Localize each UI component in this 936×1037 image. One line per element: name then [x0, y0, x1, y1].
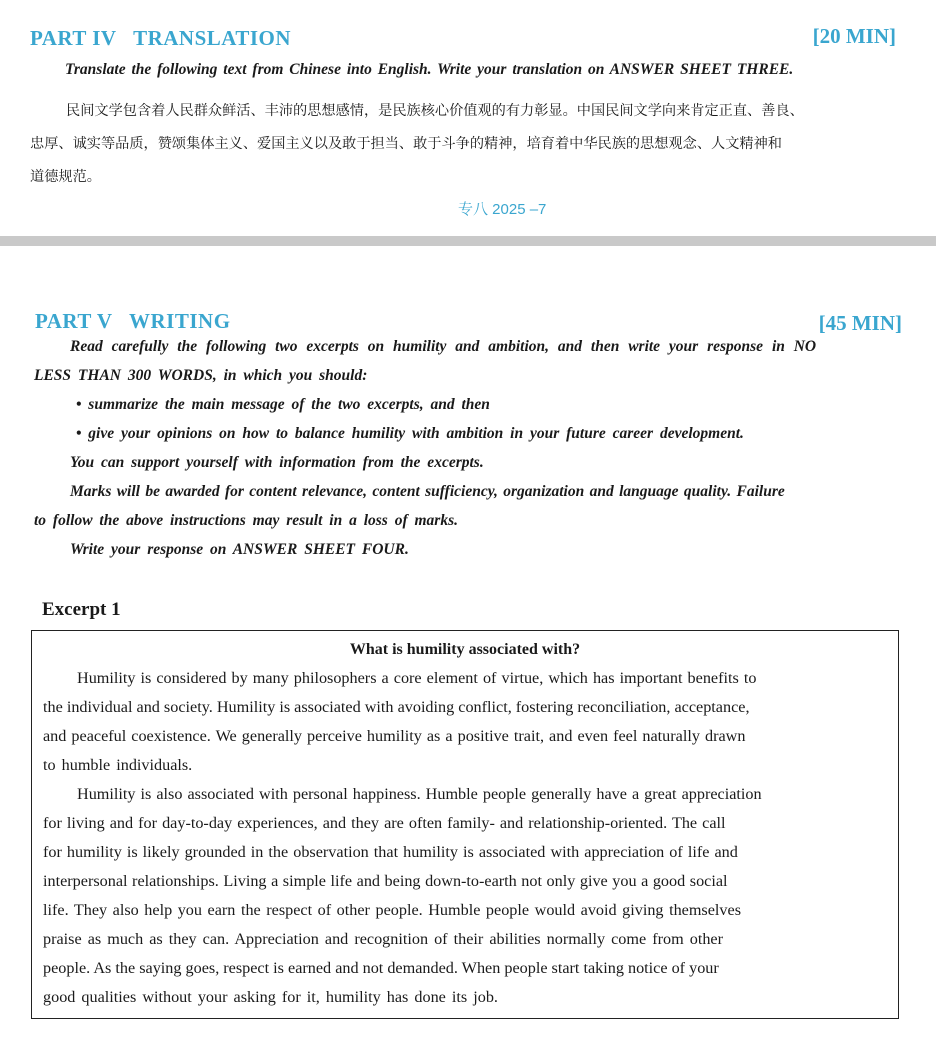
part-iv-time: [20 MIN]: [812, 24, 896, 48]
excerpt-1-box: [31, 630, 899, 1019]
excerpt-1-label: Excerpt 1: [42, 599, 121, 620]
excerpt-line: people. As the saying goes, respect is earned and not demanded. When people start taking notice of your: [43, 959, 719, 977]
excerpt-line: good qualities without your asking for it, humility has done its job.: [43, 988, 498, 1006]
excerpt-line: interpersonal relationships. Living a simple life and being down-to-earth not only give you a good social: [43, 872, 728, 890]
excerpt-line: Humility is also associated with personal happiness. Humble people generally have a great appreciation: [77, 785, 762, 803]
excerpt-line: for humility is likely grounded in the observation that humility is associated with appreciation of life and: [43, 843, 738, 861]
excerpt-line: and peaceful coexistence. We generally perceive humility as a positive trait, and even feel naturally drawn: [43, 727, 746, 745]
instruction-line: LESS THAN 300 WORDS, in which you should:: [34, 367, 368, 384]
instruction-line: Marks will be awarded for content relevance, content sufficiency, organization and language quality. Failure: [70, 483, 785, 500]
page-part-iv: [0, 0, 936, 236]
excerpt-line: the individual and society. Humility is associated with avoiding conflict, fostering reconciliation, acceptance,: [43, 698, 750, 716]
instruction-line: You can support yourself with information from the excerpts.: [70, 454, 484, 471]
instruction-bullet: • summarize the main message of the two excerpts, and then: [76, 396, 490, 413]
chinese-line-3: 道德规范。: [30, 169, 101, 185]
chinese-line-1: 民间文学包含着人民群众鲜活、丰沛的思想感情，是民族核心价值观的有力彰显。中国民间文学向来肯定正直、善良、: [66, 103, 804, 119]
part-iv-title: PART IV TRANSLATION: [30, 26, 292, 50]
excerpt-line: life. They also help you earn the respect of other people. Humble people would avoid giving themselves: [43, 901, 741, 919]
chinese-line-2: 忠厚、诚实等品质，赞颂集体主义、爱国主义以及敢于担当、敢于斗争的精神，培育着中华民族的思想观念、人文精神和: [30, 136, 782, 152]
instruction-line: Write your response on ANSWER SHEET FOUR.: [70, 541, 409, 558]
part-iv-instruction: Translate the following text from Chinese into English. Write your translation on ANSWER SHEET THREE.: [65, 61, 794, 78]
instruction-line: Read carefully the following two excerpts on humility and ambition, and then write your response in NO: [70, 338, 817, 355]
excerpt-line: for living and for day-to-day experiences, and they are often family- and relationship-oriented. The call: [43, 814, 726, 832]
excerpt-1-title: What is humility associated with?: [349, 641, 581, 658]
excerpt-line: Humility is considered by many philosophers a core element of virtue, which has important benefits to: [77, 669, 757, 687]
part-v-time: [45 MIN]: [818, 311, 902, 335]
instruction-bullet: • give your opinions on how to balance humility with ambition in your future career development.: [76, 425, 744, 442]
page-divider: [0, 236, 936, 246]
excerpt-line: praise as much as they can. Appreciation and recognition of their abilities normally come from other: [43, 930, 723, 948]
excerpt-line: to humble individuals.: [43, 756, 193, 774]
instruction-line: to follow the above instructions may result in a loss of marks.: [34, 512, 458, 529]
page-number: 专八 2025 –7: [458, 201, 547, 218]
page-part-v: [0, 246, 936, 1037]
part-v-title: PART V WRITING: [35, 309, 231, 333]
